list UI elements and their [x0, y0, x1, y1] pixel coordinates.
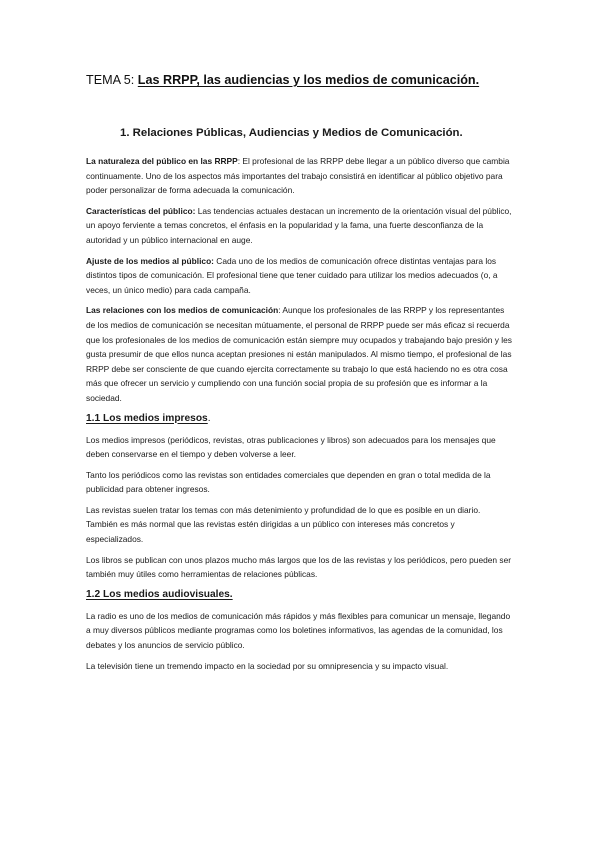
paragraph-periodicos-revistas: Tanto los periódicos como las revistas son entidades comerciales que dependen en gran o total medida de la publicidad para obtener ingresos.: [86, 469, 491, 495]
paragraph-text: Las tendencias actuales destacan un incremento de la orientación visual del público, un apoyo ferviente a temas concretos, el énfasis en la popularidad y la fama, una fuerte desconfianza de la autoridad y un público internacional en auge.: [86, 205, 512, 245]
paragraph-text: Cada uno de los medios de comunicación ofrece distintas ventajas para los distintos tipos de comunicación. El profesional tiene que tener cuidado para utilizar los medios adecuados (o, a veces, un único medio) para cada campaña.: [86, 255, 498, 295]
paragraph-libros: Los libros se publican con unos plazos mucho más largos que los de las revistas y los periódicos, pero pueden ser también muy útiles como herramientas de relaciones públicas.: [86, 554, 512, 580]
paragraph-revistas: Las revistas suelen tratar los temas con más detenimiento y profundidad de lo que es posible en un diario. También es más normal que las revistas estén dirigidas a un público con intereses más concretos y especializados.: [86, 504, 481, 545]
paragraph-ajuste-medios: [86, 254, 513, 298]
paragraph-television: La televisión tiene un tremendo impacto en la sociedad por su omnipresencia y su impacto visual.: [86, 660, 449, 671]
subsection-1-1-tail: .: [207, 412, 211, 424]
paragraph-text: : Aunque los profesionales de las RRPP y los representantes de los medios de comunicación se necesitan mútuamente, el personal de RRPP puede ser más eficaz si recuerda que los profesionales de los medios de comunicación están siempre muy ocupados y trabajando bajo presión y les gusta presumir de que ellos nunca aceptan presiones ni están manipulados. Al mismo tiempo, el profesional de las RRPP debe ser consciente de que cuando ejercita correctamente su trabajo lo que está haciendo no es otra cosa más que ofrecer un servicio y cumpliendo con una función social propia de su profesión que es informar a la sociedad.: [86, 305, 512, 403]
paragraph-lead: La naturaleza del público en las RRPP: [86, 156, 238, 166]
paragraph-lead: Las relaciones con los medios de comunicación: [86, 305, 279, 316]
title-main: Las RRPP, las audiencias y los medios de comunicación.: [137, 73, 480, 87]
paragraph-relaciones-medios: [86, 303, 513, 405]
subsection-1-1-title: 1.1 Los medios impresos: [86, 412, 208, 424]
paragraph-medios-impresos: Los medios impresos (periódicos, revistas, otras publicaciones y libros) son adecuados para los mensajes que deben conservarse en el tiempo y deben volverse a leer.: [86, 434, 496, 460]
subsection-1-1-heading: [86, 412, 513, 426]
section-1-heading: 1. Relaciones Públicas, Audiencias y Medios de Comunicación.: [120, 127, 463, 139]
subsection-1-2-title: 1.2 Los medios audiovisuales.: [86, 588, 233, 600]
paragraph-lead: Ajuste de los medios al público:: [86, 255, 214, 266]
subsection-1-2-heading: [86, 588, 513, 602]
paragraph-lead: Características del público:: [86, 205, 196, 216]
paragraph-text: : El profesional de las RRPP debe llegar a un público diverso que cambia continuamente. Uno de los aspectos más importantes del trabajo consistirá en identificar al público objetivo para poder personalizar de forma adecuada la comunicación.: [86, 156, 510, 196]
paragraph-caracteristicas-publico: [86, 204, 513, 248]
title-prefix: TEMA 5:: [86, 73, 138, 87]
document-title: [86, 72, 513, 88]
paragraph-naturaleza-publico: [86, 154, 513, 198]
paragraph-radio: La radio es uno de los medios de comunicación más rápidos y más flexibles para comunicar un mensaje, llegando a muy diversos públicos mediante programas como los boletines informativos, las agendas de la comunidad, los debates y los anuncios de servicio público.: [86, 610, 511, 651]
